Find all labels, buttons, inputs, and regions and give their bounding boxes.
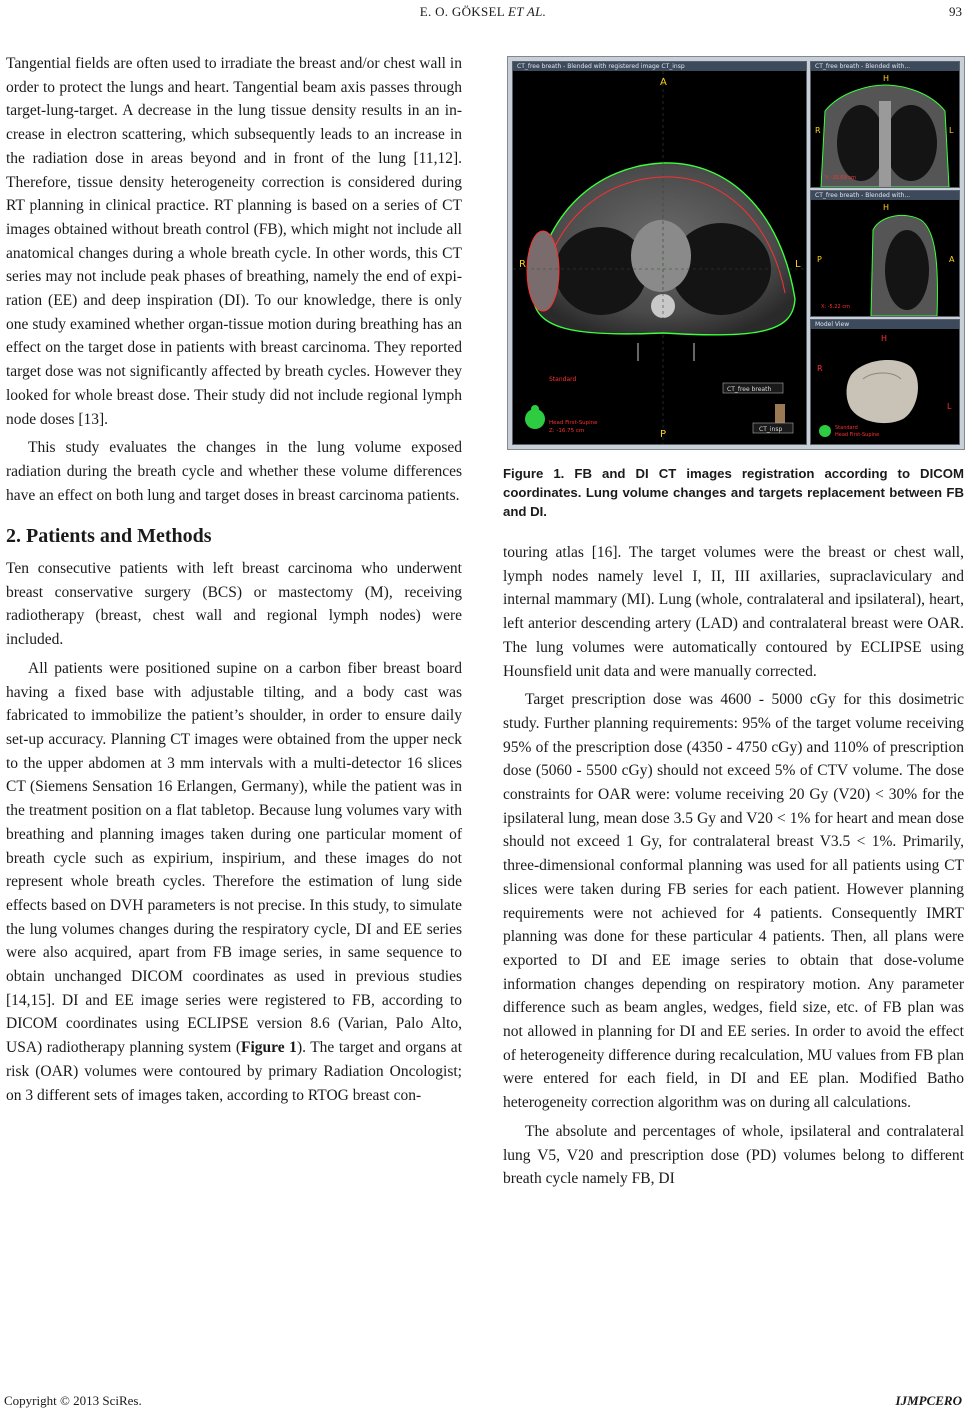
left-column: [6, 52, 462, 1107]
figure-1: [507, 56, 965, 450]
model-label-position: Head First-Supine: [835, 432, 880, 438]
page-footer: [0, 1393, 966, 1411]
coronal-orient-left: L: [949, 126, 954, 135]
sagittal-ct-image: [811, 200, 959, 316]
header-authors: E. O. GÖKSEL: [419, 4, 505, 19]
model-orient-head: H: [881, 334, 888, 343]
model-view-image: [811, 329, 959, 444]
label-position: Head First-Supine: [549, 420, 598, 426]
label-z-coordinate: Z: -16.75 cm: [549, 428, 585, 434]
coronal-orient-right: R: [815, 126, 821, 135]
section-heading: 2. Patients and Methods: [6, 525, 212, 548]
panel-axial: [512, 61, 807, 445]
panel-sagittal: [810, 190, 960, 317]
figure-1-reference-link[interactable]: Figure 1: [241, 1039, 297, 1057]
panel-sagittal-title: CT_free breath - Blended with...: [811, 191, 959, 200]
paragraph-methods-1: Ten consecutive patients with left breast carcinoma who underwent breast conservative surgery (BCS) or mastectomy (M), receiving radiotherapy (breast, chest wall and regional lymph nodes) were included.: [6, 560, 462, 649]
coronal-y-coordinate: Y: -25.69 cm: [825, 175, 856, 181]
header-et-al: ET AL.: [508, 4, 547, 19]
model-label-standard: Standard: [835, 425, 858, 431]
model-orient-right: R: [817, 364, 823, 373]
right-column: [503, 52, 964, 1191]
running-title: [0, 4, 966, 20]
paragraph-methods-3: touring atlas [16]. The target volumes were the breast or chest wall, lymph nodes namely level I, II, III axillaries, supraclaviculary and internal mammary (MI). Lung (whole, contralateral and ipsilateral), heart, left anterior descending artery (LAD) and contralateral breast were OAR. The lung volumes were automatically contoured by ECLIPSE using Hounsfield unit data and were manually corrected.: [503, 544, 964, 680]
sagittal-orient-anterior: A: [949, 255, 955, 264]
sagittal-x-coordinate: X: -5.22 cm: [821, 304, 850, 310]
running-header: [0, 4, 966, 24]
orient-right: R: [519, 259, 526, 270]
label-ct-insp: CT_insp: [759, 426, 783, 433]
copyright-notice: Copyright © 2013 SciRes.: [4, 1393, 142, 1408]
sagittal-orient-posterior: P: [817, 255, 822, 264]
label-standard: Standard: [549, 376, 577, 383]
orient-left: L: [795, 259, 801, 270]
paragraph-methods-5: The absolute and percentages of whole, ipsilateral and contralateral lung V5, V20 and prescription dose (PD) volumes belong to different breath cycle namely FB, DI: [503, 1122, 964, 1188]
model-orient-left: L: [947, 402, 952, 411]
panel-coronal: [810, 61, 960, 188]
coronal-orient-head: H: [883, 74, 890, 83]
page-number: 93: [949, 4, 962, 19]
panel-model-view: [810, 319, 960, 445]
coronal-ct-image: [811, 71, 959, 187]
paragraph-intro-1: Tangential fields are often used to irradiate the breast and/or chest wall in order to protect the lungs and heart. Tangential beam axis passes through target-lung-target. A decrease in the lung tissue density results in an increase in electron scattering, which subsequently leads to an increase in the radiation dose in areas beyond and in front of the lung [11,12]. Therefore, tissue density heterogeneity correction is considered during RT planning in clinical practice. RT planning is based on a series of CT images obtained without breath control (FB), which might not include all anatomical changes during a whole breath cycle. In other words, this CT series may not include peak phases of breathing, namely the end of expiration (EE) and deep inspiration (DI). To our knowledge, there is only one study examined whether organ-tissue motion during breathing has an effect on the target dose in patients with breast carcinoma. They reported target dose was not significantly affected by breath cycles. However they looked for whole breast dose. Their study did not include regional lymph node doses [13].: [6, 55, 462, 428]
panel-model-view-title: Model View: [811, 320, 959, 329]
methods-2-text-b: ). The target and organs at risk (OAR) volumes were contoured by primary Radiation Oncologist; on 3 different sets of images taken, according to RTOG breast con-: [6, 1039, 462, 1104]
panel-axial-title: CT_free breath - Blended with registered image CT_insp: [513, 62, 806, 71]
axial-ct-image: [513, 71, 806, 444]
methods-2-text-a: All patients were positioned supine on a carbon fiber breast board having a fixed base with adjustable tilting, and a body cast was fabricated to immobilize the patient’s shoulder, in order to ensure daily set-up accuracy. Planning CT images were obtained from the upper neck to the upper abdomen at 3 mm intervals with a multi-detector 16 slices CT (Siemens Sensation 16 Erlangen, Germany), while the patient was in the treatment position on a flat tabletop. Because lung volumes vary with breathing and planning images taken during one particular moment of breath cycle such as expirium, inspirium, and these images do not represent whole breath cycles. Therefore the estimation of lung side effects based on DVH parameters is not precise. In this study, to simulate the lung volumes changes during the respiratory cycle, DI and EE series were also acquired, apart from FB image series, in same sequence to obtain unchanged DICOM coordinates as used in previous studies [14,15]. DI and EE image series were registered to FB, according to DICOM coordinates using ECLIPSE version 8.6 (Varian, Palo Alto, USA) radiotherapy planning system (: [6, 659, 462, 1057]
right-column-body: [503, 541, 964, 1191]
panel-coronal-title: CT_free breath - Blended with...: [811, 62, 959, 71]
paragraph-methods-4: Target prescription dose was 4600 - 5000 cGy for this dosimetric study. Further planning requirements: 95% of the target volume receiving 95% of the prescription dose (4350 - 4750 cGy) and 110% of prescription dose (5060 - 5500 cGy) should not exceed 5% of CTV volume. The dose constraints for OAR were: volume receiving 20 Gy (V20) < 30% for the ipsilateral lung, mean dose 3.5 Gy and V20 < 1% for heart and mean dose should not exceed 1 Gy, for contralateral breast V3.5 < 1%. Primarily, three-dimensional conformal planning was used for all patients using CT slices were taken during FB series for each patient. However planning requirements were not achieved for 4 patients. Consequently IMRT planning was done for these particular 4 patients. Then, all plans were exported to DI and EE image series to obtain that dose-volume information changes depending on respiratory motion. Any parameter difference such as beam angles, wedges, field size, etc. of FB plan was not allowed in planning for DI and EE series. In order to avoid the effect of heterogeneity difference during recalculation, MU values from FB plan were entered for each field, in DI and EE plan. Modified Batho heterogeneity correction algorithm was on during all calculations.: [503, 691, 964, 1112]
paragraph-intro-2: This study evaluates the changes in the lung volume exposed radiation during the breath cycle and whether these volume differences have an effect on both lung and target doses in breast carcinoma patients.: [6, 439, 462, 504]
figure-1-caption: Figure 1. FB and DI CT images registration according to DICOM coordinates. Lung volume changes and targets replacement between FB and DI.: [503, 466, 964, 519]
orient-posterior: P: [660, 429, 667, 440]
sagittal-orient-head: H: [883, 203, 890, 212]
journal-name: IJMPCERO: [895, 1393, 962, 1408]
orient-anterior: A: [660, 77, 667, 88]
paragraph-methods-2: [6, 657, 462, 1107]
label-ct-free-breath: CT_free breath: [727, 386, 772, 393]
